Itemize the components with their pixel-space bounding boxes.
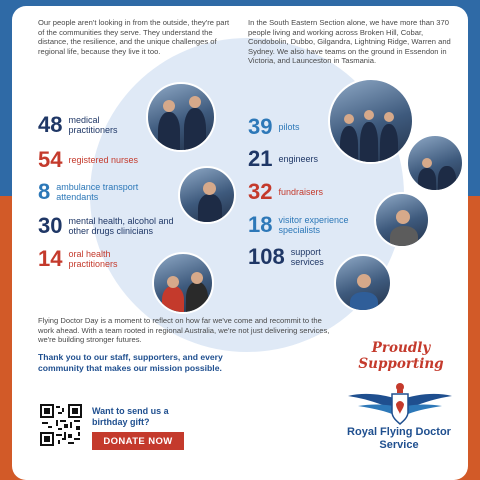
stat-medical-practitioners: [38, 114, 138, 136]
staff-photo-medical-team: [146, 82, 216, 152]
staff-photo-pilots: [328, 78, 414, 164]
stat-label: ambulance transport attendants: [56, 181, 139, 202]
stat-pilots: [248, 116, 328, 138]
intro-left-paragraph: Our people aren't looking in from the outside, they're part of the communities they serve. They understand the distance, the resilience, and the unique challenges of regional life, because they live it too.: [38, 18, 230, 56]
stat-label: pilots: [278, 121, 300, 132]
closing-paragraph: Flying Doctor Day is a moment to reflect on how far we've come and recommit to the work ahead. With a team rooted in regional Australia, we're not just delivering services, we're building stronger futures.: [38, 316, 330, 345]
stat-label: visitor experience specialists: [278, 214, 349, 235]
staff-photo-ambulance-attendant: [178, 166, 236, 224]
intro-right-paragraph: In the South Eastern Section alone, we have more than 370 people living and working across Broken Hill, Cobar, Condobolin, Dubbo, Gilgandra, Lightning Ridge, Warren and Sydney. We also have teams on the ground in Essendon in Victoria, and Launceston in Tasmania.: [248, 18, 451, 66]
donation-qr-code[interactable]: [40, 404, 82, 446]
stat-visitor-experience-specialists: [248, 214, 362, 236]
staff-photo-engineers: [406, 134, 464, 192]
stat-label: fundraisers: [278, 186, 324, 197]
stat-registered-nurses: [38, 149, 178, 171]
stat-number: 108: [248, 244, 285, 269]
stat-number: 18: [248, 212, 273, 237]
stat-label: oral health practitioners: [68, 248, 118, 269]
proudly-supporting-heading: Proudly Supporting: [358, 340, 444, 372]
staff-photo-oral-health: [152, 252, 214, 314]
thanks-message: Thank you to our staff, supporters, and every community that makes our mission possible.: [38, 352, 223, 373]
stat-number: 21: [248, 146, 273, 171]
stat-label: medical practitioners: [68, 114, 118, 135]
content-card: [12, 6, 468, 480]
stat-oral-health-practitioners: [38, 248, 148, 270]
stat-fundraisers: [248, 181, 348, 203]
stat-number: 54: [38, 147, 63, 172]
gift-prompt: Want to send us a birthday gift?: [92, 406, 169, 427]
stat-ambulance-transport-attendants: [38, 181, 166, 203]
stat-mental-health-clinicians: [38, 215, 194, 237]
stat-number: 48: [38, 112, 63, 137]
stat-number: 14: [38, 246, 63, 271]
rfds-wings-logo-icon: [344, 378, 456, 430]
staff-photo-support-services: [334, 254, 392, 312]
stat-support-services: [248, 246, 341, 268]
stat-number: 39: [248, 114, 273, 139]
stat-number: 32: [248, 179, 273, 204]
stat-label: mental health, alcohol and other drugs clinicians: [68, 215, 174, 236]
stat-label: support services: [290, 246, 324, 267]
stat-number: 8: [38, 179, 51, 204]
stat-label: engineers: [278, 153, 319, 164]
donate-now-button[interactable]: DONATE NOW: [92, 432, 184, 450]
stat-engineers: [248, 148, 338, 170]
stat-number: 30: [38, 213, 63, 238]
staff-photo-visitor-experience: [374, 192, 430, 248]
stat-label: registered nurses: [68, 154, 139, 165]
rfds-brand-name: Royal Flying Doctor Service: [347, 426, 451, 451]
